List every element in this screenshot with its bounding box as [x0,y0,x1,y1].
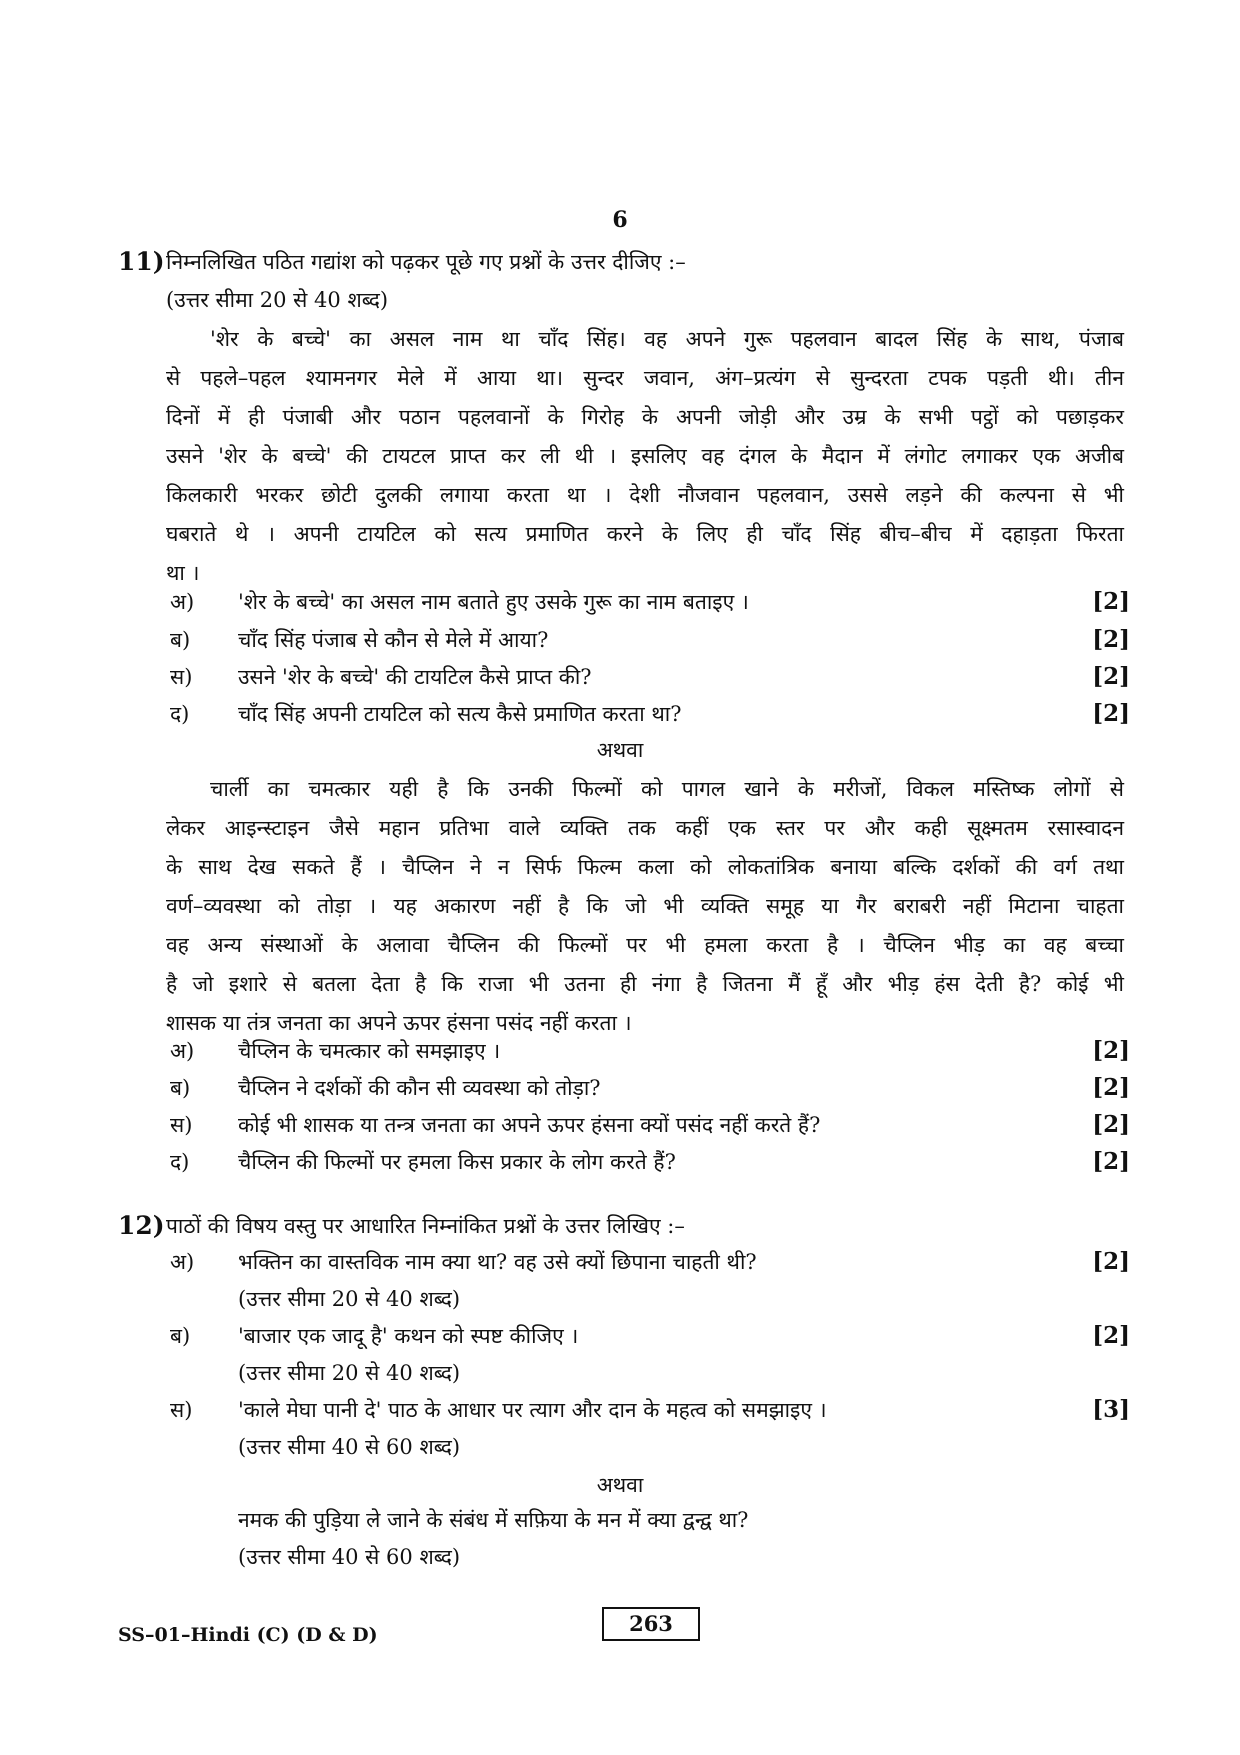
passage-line: घबराते थे । अपनी टायटिल को सत्य प्रमाणित करने के लिए ही चाँद सिंह बीच–बीच में दहाड़ता फिरता [166,522,1124,546]
sub-question-label: ब) [170,628,191,652]
question-11-passage [166,320,1124,593]
marks: [2] [1092,663,1130,690]
sub-question-text: चैप्लिन की फिल्मों पर हमला किस प्रकार के लोग करते हैं? [238,1150,676,1174]
sub-question [166,1108,1130,1142]
paper-code: SS–01–Hindi (C) (D & D) [118,1624,378,1646]
sub-question [166,660,1130,694]
sub-question-label: द) [170,1150,190,1174]
passage-line: उसने 'शेर के बच्चे' की टायटल प्राप्त कर ली थी । इसलिए वह दंगल के मैदान में लंगोट लगाकर एक अजीब [166,444,1124,468]
sub-question-word-limit: (उत्तर सीमा 40 से 60 शब्द) [238,1435,461,1459]
marks: [2] [1092,700,1130,727]
sub-question-text: 'बाजार एक जादू है' कथन को स्पष्ट कीजिए । [238,1324,579,1348]
sub-question-text: चाँद सिंह पंजाब से कौन से मेले में आया? [238,628,549,652]
passage-line: 'शेर के बच्चे' का असल नाम था चाँद सिंह। वह अपने गुरू पहलवान बादल सिंह के साथ, पंजाब [210,327,1124,351]
sub-question-label: द) [170,702,190,726]
sub-question-label: ब) [170,1076,191,1100]
sub-question-text: चैप्लिन ने दर्शकों की कौन सी व्यवस्था को तोड़ा? [238,1076,601,1100]
question-11-word-limit: (उत्तर सीमा 20 से 40 शब्द) [166,288,389,312]
sub-question [166,1071,1130,1105]
sub-question [166,1145,1130,1179]
sub-question [166,1245,1130,1279]
sub-question-label: स) [170,665,193,689]
or-separator: अथवा [596,1473,644,1497]
marks: [3] [1092,1396,1130,1423]
question-12-text: पाठों की विषय वस्तु पर आधारित निम्नांकित प्रश्नों के उत्तर लिखिए :– [166,1214,685,1238]
or-question-text: नमक की पुड़िया ले जाने के संबंध में सफ़िया के मन में क्या द्वन्द्व था? [238,1508,749,1532]
marks: [2] [1092,1074,1130,1101]
passage-line: वह अन्य संस्थाओं के अलावा चैप्लिन की फिल्मों पर भी हमला करता है । चैप्लिन भीड़ का वह बच्चा [166,933,1124,957]
passage-line: से पहले–पहल श्यामनगर मेले में आया था। सुन्दर जवान, अंग–प्रत्यंग से सुन्दरता टपक पड़ती थी। तीन [166,366,1124,390]
sub-question-text: कोई भी शासक या तन्त्र जनता का अपने ऊपर हंसना क्यों पसंद नहीं करते हैं? [238,1113,821,1137]
passage-line: है जो इशारे से बतला देता है कि राजा भी उतना ही नंगा है जितना मैं हूँ और भीड़ हंस देती है? कोई भी [166,972,1124,996]
sub-question [166,585,1130,619]
question-11-number: 11) [118,247,165,276]
passage-line: लेकर आइन्स्टाइन जैसे महान प्रतिभा वाले व्यक्ति तक कहीं एक स्तर पर और कही सूक्ष्मतम रसास्वादन [166,816,1124,840]
marks: [2] [1092,1322,1130,1349]
passage-line: वर्ण–व्यवस्था को तोड़ा । यह अकारण नहीं है कि जो भी व्यक्ति समूह या गैर बराबरी नहीं मिटाना चाहता [166,894,1124,918]
sub-question [166,623,1130,657]
sub-question [166,1319,1130,1353]
sub-question-label: ब) [170,1324,191,1348]
sub-question-text: चाँद सिंह अपनी टायटिल को सत्य कैसे प्रमाणित करता था? [238,702,682,726]
question-11-alt-passage [166,770,1124,1043]
marks: [2] [1092,626,1130,653]
sub-question-word-limit: (उत्तर सीमा 20 से 40 शब्द) [238,1287,461,1311]
passage-line: किलकारी भरकर छोटी दुलकी लगाया करता था । देशी नौजवान पहलवान, उससे लड़ने की कल्पना से भी [166,483,1124,507]
marks: [2] [1092,1148,1130,1175]
sub-question-word-limit: (उत्तर सीमा 20 से 40 शब्द) [238,1361,461,1385]
passage-line: के साथ देख सकते हैं । चैप्लिन ने न सिर्फ फिल्म कला को लोकतांत्रिक बनाया बल्कि दर्शकों की वर्ग तथा [166,855,1124,879]
question-12-number: 12) [118,1211,165,1240]
sub-question-text: भक्तिन का वास्तविक नाम क्या था? वह उसे क्यों छिपाना चाहती थी? [238,1250,757,1274]
sub-question-text: उसने 'शेर के बच्चे' की टायटिल कैसे प्राप्त की? [238,665,592,689]
footer-page-box: 263 [602,1607,700,1641]
page-number: 6 [612,207,628,233]
marks: [2] [1092,1111,1130,1138]
sub-question-label: अ) [170,590,195,614]
sub-question-text: चैप्लिन के चमत्कार को समझाइए । [238,1039,501,1063]
sub-question-label: स) [170,1113,193,1137]
or-separator: अथवा [596,738,644,762]
marks: [2] [1092,1037,1130,1064]
sub-question [166,697,1130,731]
marks: [2] [1092,588,1130,615]
sub-question-text: 'काले मेघा पानी दे' पाठ के आधार पर त्याग और दान के महत्व को समझाइए । [238,1398,827,1422]
passage-line: चार्ली का चमत्कार यही है कि उनकी फिल्मों को पागल खाने के मरीजों, विकल मस्तिष्क लोगों से [210,777,1124,801]
passage-line: दिनों में ही पंजाबी और पठान पहलवानों के गिरोह के अपनी जोड़ी और उम्र के सभी पट्ठों को पछाड़कर [166,405,1124,429]
sub-question-label: अ) [170,1250,195,1274]
sub-question-text: 'शेर के बच्चे' का असल नाम बताते हुए उसके गुरू का नाम बताइए । [238,590,749,614]
sub-question [166,1034,1130,1068]
or-question-word-limit: (उत्तर सीमा 40 से 60 शब्द) [238,1545,461,1569]
sub-question [166,1393,1130,1427]
question-11-text: निम्नलिखित पठित गद्यांश को पढ़कर पूछे गए प्रश्नों के उत्तर दीजिए :– [166,250,686,274]
passage-line: था । [166,561,200,585]
sub-question-label: स) [170,1398,193,1422]
sub-question-label: अ) [170,1039,195,1063]
passage-line: शासक या तंत्र जनता का अपने ऊपर हंसना पसंद नहीं करता । [166,1011,632,1035]
marks: [2] [1092,1248,1130,1275]
